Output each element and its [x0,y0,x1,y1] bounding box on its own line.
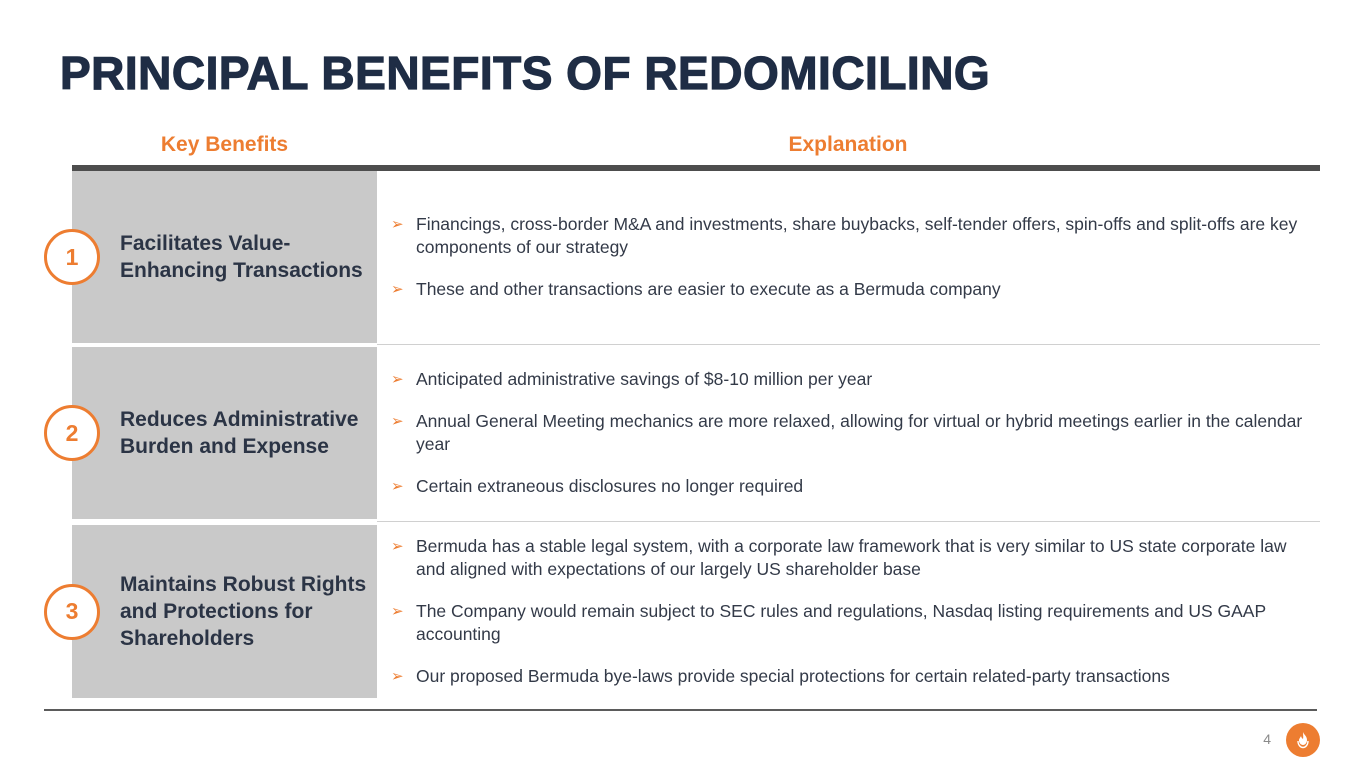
arrowhead-icon: ➢ [391,538,404,555]
arrowhead-icon: ➢ [391,413,404,430]
slide-title: PRINCIPAL BENEFITS OF REDOMICILING [60,47,991,99]
benefit-label: Maintains Robust Rights and Protections for Shareholders [120,573,367,650]
number-badge: 1 [44,229,100,285]
bullet-text: Bermuda has a stable legal system, with a corporate law framework that is very similar to US state corporate law and aligned with expectations of our largely US shareholder base [416,536,1287,579]
number-badge: 3 [44,584,100,640]
column-header-key-benefits: Key Benefits [160,133,289,156]
arrowhead-icon: ➢ [391,668,404,685]
explanation-bullet [377,410,1320,456]
benefit-cell [72,347,377,519]
explanation-bullet [377,600,1320,646]
explanation-bullet [377,475,1320,498]
bullet-text: Anticipated administrative savings of $8-10 million per year [416,369,873,389]
flame-icon [1293,730,1313,750]
arrowhead-icon: ➢ [391,478,404,495]
bullet-text: Financings, cross-border M&A and investments, share buybacks, self-tender offers, spin-offs and split-offs are key components of our strategy [416,214,1298,257]
explanation-bullet [377,278,1320,301]
bullet-text: Our proposed Bermuda bye-laws provide special protections for certain related-party transactions [416,666,1170,686]
benefit-row-1 [65,171,1320,343]
benefit-row-2 [65,347,1320,519]
benefit-label: Reduces Administrative Burden and Expense [120,408,359,458]
flame-logo-icon [1286,723,1320,757]
arrowhead-icon: ➢ [391,603,404,620]
benefit-cell [72,525,377,698]
explanation-bullet [377,368,1320,391]
bullet-text: These and other transactions are easier to execute as a Bermuda company [416,279,1001,299]
arrowhead-icon: ➢ [391,371,404,388]
explanation-cell [377,347,1320,519]
row-divider [377,344,1320,345]
explanation-bullet [377,665,1320,688]
column-header-explanation: Explanation [788,133,908,156]
explanation-cell [377,525,1320,698]
explanation-bullet [377,213,1320,259]
page-number: 4 [1263,731,1271,747]
arrowhead-icon: ➢ [391,216,404,233]
bullet-text: The Company would remain subject to SEC rules and regulations, Nasdaq listing requirements and US GAAP accounting [416,601,1266,644]
number-badge: 2 [44,405,100,461]
footer-divider [44,709,1317,711]
arrowhead-icon: ➢ [391,281,404,298]
benefit-row-3 [65,525,1320,698]
bullet-text: Certain extraneous disclosures no longer required [416,476,804,496]
row-divider [377,521,1320,522]
explanation-cell [377,171,1320,343]
benefit-cell [72,171,377,343]
benefit-label: Facilitates Value-Enhancing Transactions [120,232,363,282]
bullet-text: Annual General Meeting mechanics are more relaxed, allowing for virtual or hybrid meetings earlier in the calendar year [416,411,1303,454]
explanation-bullet [377,535,1320,581]
